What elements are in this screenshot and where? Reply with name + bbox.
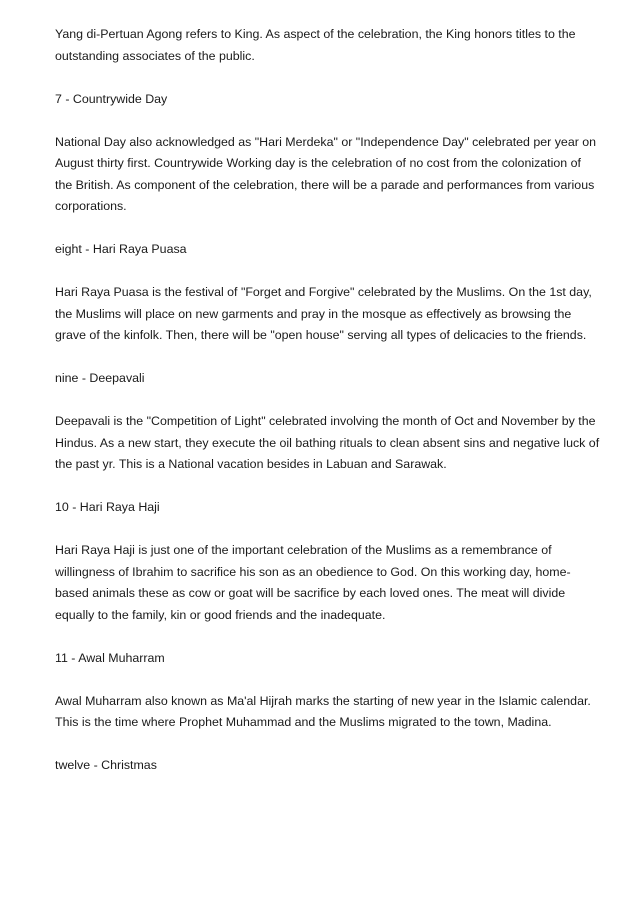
heading-christmas: twelve - Christmas [55, 758, 157, 772]
heading-awal-muharram: 11 - Awal Muharram [55, 650, 165, 665]
heading-hari-raya-haji: 10 - Hari Raya Haji [55, 500, 160, 514]
paragraph-national-day: National Day also acknowledged as "Hari Merdeka" or "Independence Day" celebrated per year on August thirty first. Countrywide Working day is the celebration of no cost from the colonization of the British. As component of the celebration, there will be a parade and performances from various corporations. [55, 134, 597, 213]
paragraph-hari-raya-puasa: Hari Raya Puasa is the festival of "Forget and Forgive" celebrated by the Muslims. On the 1st day, the Muslims will place on new garments and pray in the mosque as effectively as browsing the grave of the kinfolk. Then, there will be "open house" serving all types of delicacies to the friends. [55, 285, 592, 342]
paragraph-hari-raya-haji: Hari Raya Haji is just one of the important celebration of the Muslims as a remembrance of willingness of Ibrahim to sacrifice his son as an obedience to God. On this working day, home-based animals these as cow or goat will be sacrifice by each loved ones. The meat will divide equally to the family, kin or good friends and the inadequate. [55, 543, 571, 622]
paragraph-deepavali: Deepavali is the "Competition of Light" celebrated involving the month of Oct and November by the Hindus. As a new start, they execute the oil bathing rituals to clean absent sins and negative luck of the past yr. This is a National vacation besides in Labuan and Sarawak. [55, 414, 600, 471]
heading-hari-raya-puasa: eight - Hari Raya Puasa [55, 242, 187, 256]
document-body [55, 24, 600, 798]
paragraph-awal-muharram: Awal Muharram also known as Ma'al Hijrah marks the starting of new year in the Islamic calendar. This is the time where Prophet Muhammad and the Muslims migrated to the town, Madina. [55, 693, 591, 729]
heading-deepavali: nine - Deepavali [55, 371, 145, 385]
heading-countrywide-day: 7 - Countrywide Day [55, 91, 168, 106]
paragraph-agong: Yang di-Pertuan Agong refers to King. As aspect of the celebration, the King honors titles to the outstanding associates of the public. [55, 27, 576, 63]
